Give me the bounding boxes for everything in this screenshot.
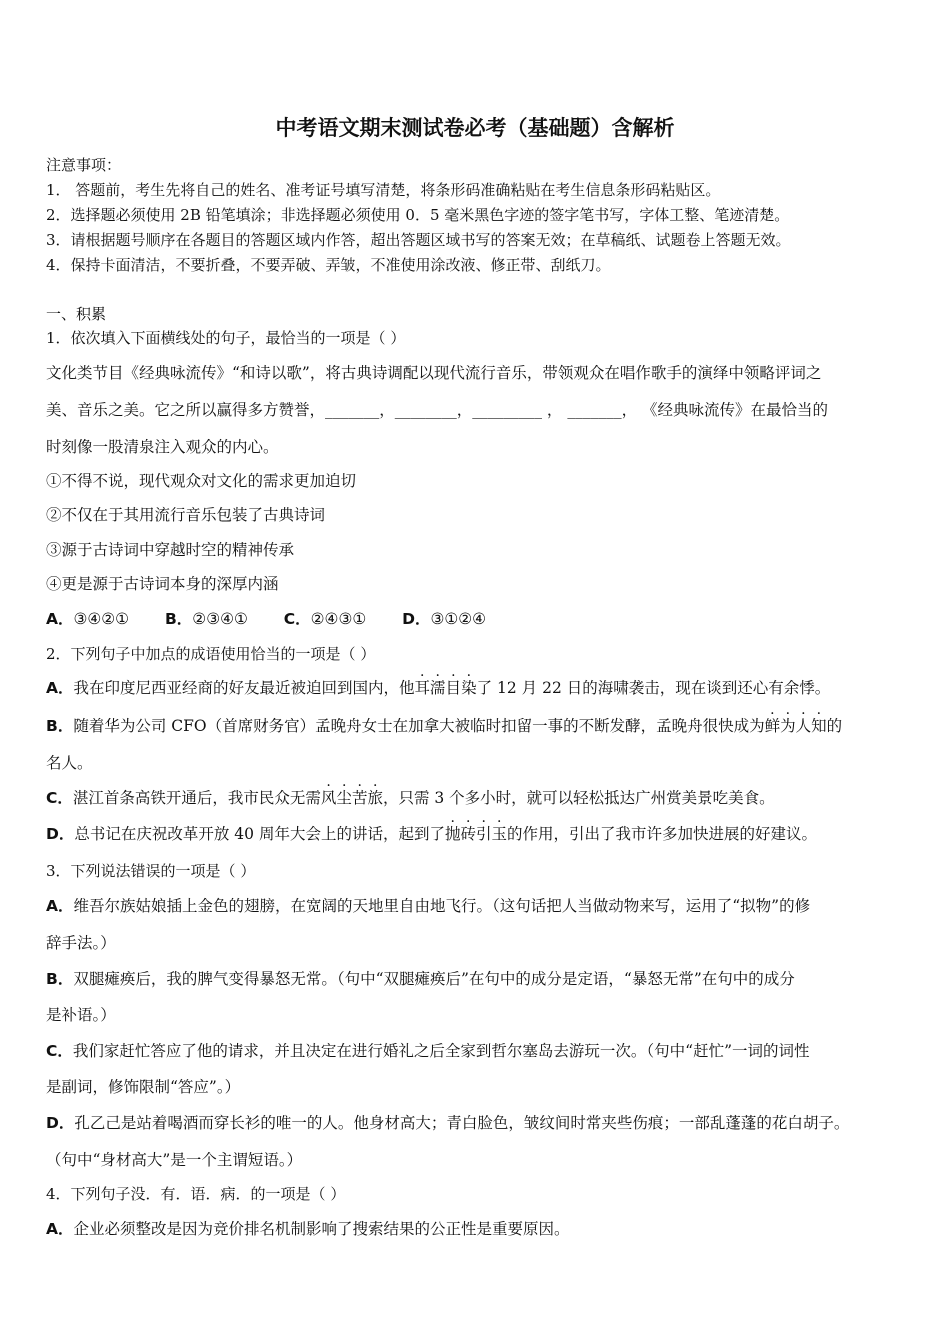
- q1-answer-choices: [46, 609, 916, 629]
- q1-sentence-option: ②不仅在于其用流行音乐包装了古典诗词: [46, 506, 326, 524]
- q2-option-a: A．我在印度尼西亚经商的好友最近被迫回到国内，他耳濡目染了 12 月 22 日的海啸袭击，现在谈到还心有余悸。: [46, 679, 831, 697]
- q4-option-a: A．企业必须整改是因为竞价排名机制影响了搜索结果的公正性是重要原因。: [46, 1220, 570, 1238]
- question-2-stem: 2．下列句子中加点的成语使用恰当的一项是（ ）: [46, 645, 376, 663]
- dotted-character: 人: [795, 717, 812, 735]
- notice-heading: 注意事项：: [46, 156, 122, 174]
- dotted-idiom: [321, 789, 383, 807]
- q2-option-d: D．总书记在庆祝改革开放 40 周年大会上的讲话，起到了抛砖引玉的作用，引出了我市许多加快进展的好建议。: [46, 825, 818, 843]
- q3-option-a-cont: 辞手法。）: [46, 934, 116, 952]
- q3-option-d-cont: （句中“身材高大”是一个主谓短语。）: [46, 1151, 303, 1169]
- q1-sentence-option: ③源于古诗词中穿越时空的精神传承: [46, 541, 295, 559]
- notice-item: 3．请根据题号顺序在各题目的答题区域内作答，超出答题区域书写的答案无效；在草稿纸、试题卷上答题无效。: [46, 231, 791, 249]
- q3-option-c: C．我们家赶忙答应了他的请求，并且决定在进行婚礼之后全家到哲尔塞岛去游玩一次。（句中“赶忙”一词的词性: [46, 1042, 810, 1060]
- dotted-character: 抛: [444, 825, 461, 843]
- q2-option-b-cont: 名人。: [46, 754, 93, 772]
- section-heading: 一、积累: [46, 305, 107, 323]
- dotted-character: 鲜: [764, 717, 781, 735]
- notice-item: 2．选择题必须使用 2B 铅笔填涂；非选择题必须使用 0．5 毫米黑色字迹的签字笔书写，字体工整、笔迹清楚。: [46, 206, 790, 224]
- dotted-character: 染: [461, 679, 477, 697]
- q1-sentence-option: ①不得不说，现代观众对文化的需求更加迫切: [46, 472, 357, 490]
- q1-choice-a: A．③④②①: [46, 610, 130, 628]
- q3-option-c-cont: 是副词，修饰限制“答应”。）: [46, 1078, 241, 1096]
- dotted-character: 引: [476, 825, 492, 843]
- q1-choice-c: C．②④③①: [283, 610, 367, 628]
- q1-sentence-option: ④更是源于古诗词本身的深厚内涵: [46, 575, 279, 593]
- dotted-character: 濡: [430, 679, 446, 697]
- dotted-character: 为: [780, 717, 796, 735]
- dotted-character: 知: [811, 717, 827, 735]
- dotted-character: 耳: [414, 679, 431, 697]
- dotted-idiom: [765, 717, 827, 735]
- dotted-character: 尘: [336, 789, 352, 807]
- q1-passage-line: 时刻像一股清泉注入观众的内心。: [46, 438, 279, 456]
- q1-passage-line: 美、音乐之美。它之所以赢得多方赞誉，_______，________，_________ ， _______， 《经典咏流传》在最恰当的: [46, 401, 829, 419]
- dotted-character: 风: [320, 789, 337, 807]
- q1-passage-line: 文化类节目《经典咏流传》“和诗以歌”，将古典诗调配以现代流行音乐，带领观众在唱作歌手的演绎中领略评词之: [46, 364, 822, 382]
- dotted-character: 旅: [367, 789, 383, 807]
- q3-option-b-cont: 是补语。）: [46, 1006, 116, 1024]
- q2-option-b: B．随着华为公司 CFO（首席财务官）孟晚舟女士在加拿大被临时扣留一事的不断发酵，孟晚舟很快成为鲜为人知的: [46, 717, 843, 735]
- dotted-character: 苦: [351, 789, 368, 807]
- q3-option-d: D．孔乙己是站着喝酒而穿长衫的唯一的人。他身材高大；青白脸色，皱纹间时常夹些伤痕；一部乱蓬蓬的花白胡子。: [46, 1114, 850, 1132]
- question-3-stem: 3．下列说法错误的一项是（ ）: [46, 862, 256, 880]
- question-4-stem: 4．下列句子没．有．语．病．的一项是（ ）: [46, 1185, 346, 1203]
- dotted-idiom: [445, 825, 507, 843]
- page-title: 中考语文期末测试卷必考（基础题）含解析: [275, 116, 675, 140]
- q2-option-c: C．湛江首条高铁开通后，我市民众无需风尘苦旅，只需 3 个多小时，就可以轻松抵达广州赏美景吃美食。: [46, 789, 775, 807]
- notice-item: 1． 答题前，考生先将自己的姓名、准考证号填写清楚，将条形码准确粘贴在考生信息条形码粘贴区。: [46, 181, 721, 199]
- q3-option-b: B．双腿瘫痪后，我的脾气变得暴怒无常。（句中“双腿瘫痪后”在句中的成分是定语，“暴怒无常”在句中的成分: [46, 970, 795, 988]
- question-1-stem: 1．依次填入下面横线处的句子，最恰当的一项是（ ）: [46, 329, 406, 347]
- dotted-idiom: [415, 679, 477, 697]
- dotted-character: 砖: [460, 825, 476, 843]
- q1-choice-d: D．③①②④: [402, 610, 487, 628]
- q3-option-a: A．维吾尔族姑娘插上金色的翅膀，在宽阔的天地里自由地飞行。（这句话把人当做动物来写，运用了“拟物”的修: [46, 897, 811, 915]
- q1-choice-b: B．②③④①: [164, 610, 248, 628]
- notice-item: 4．保持卡面清洁，不要折叠，不要弄破、弄皱，不准使用涂改液、修正带、刮纸刀。: [46, 256, 611, 274]
- dotted-character: 目: [445, 679, 462, 697]
- dotted-character: 玉: [491, 825, 508, 843]
